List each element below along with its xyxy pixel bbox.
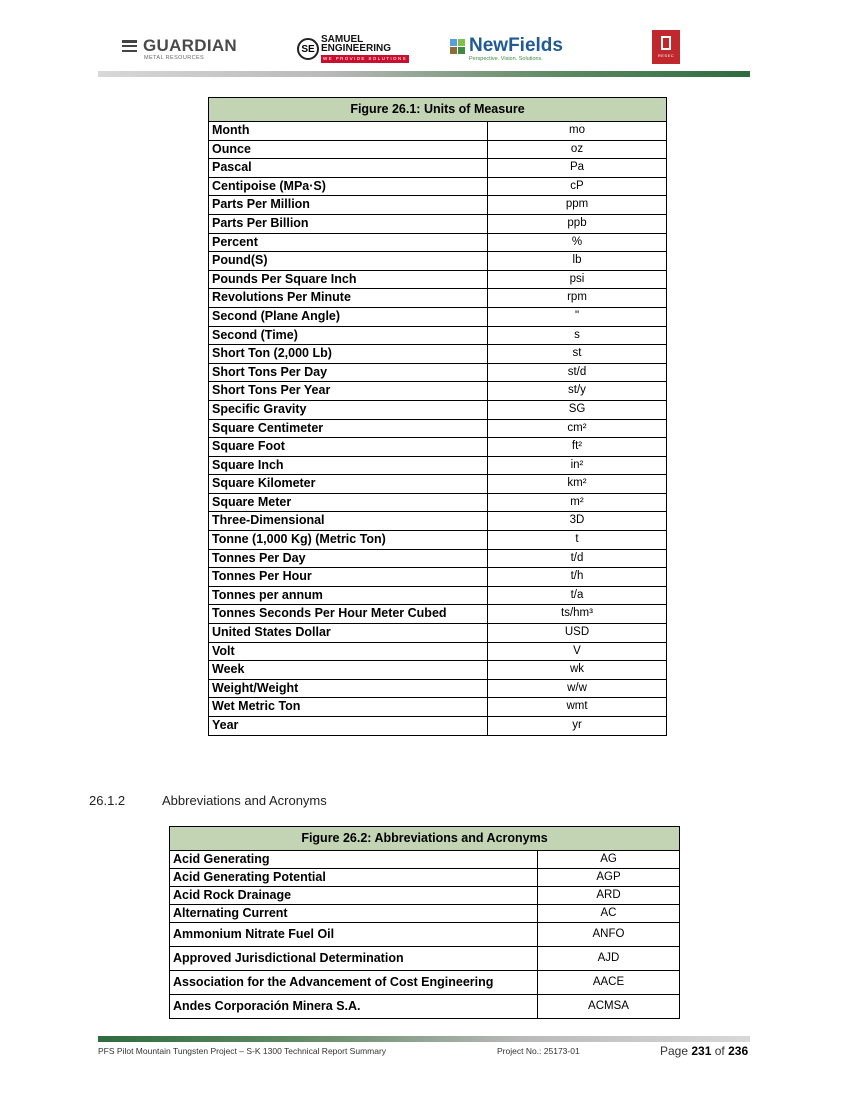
table-row: [209, 140, 667, 159]
term-cell: Ounce: [209, 140, 488, 159]
guardian-logo-text: GUARDIAN: [143, 36, 238, 55]
term-cell: Percent: [209, 233, 488, 252]
newfields-squares-icon: [450, 39, 466, 55]
term-cell: Square Centimeter: [209, 419, 488, 438]
term-cell: Square Meter: [209, 493, 488, 512]
abbreviation-cell: ppm: [488, 196, 667, 215]
section-heading: [89, 793, 327, 808]
term-cell: Short Ton (2,000 Lb): [209, 345, 488, 364]
term-cell: Second (Plane Angle): [209, 307, 488, 326]
guardian-logo: [122, 36, 237, 61]
table-row: [209, 549, 667, 568]
table-row: [209, 177, 667, 196]
table-row: [209, 159, 667, 178]
term-cell: Tonnes Per Day: [209, 549, 488, 568]
term-cell: Specific Gravity: [209, 400, 488, 419]
abbreviation-cell: AGP: [538, 869, 680, 887]
abbreviation-cell: wmt: [488, 698, 667, 717]
se-mark-icon: SE: [297, 38, 319, 60]
table-row: [170, 887, 680, 905]
section-number: 26.1.2: [89, 793, 126, 808]
term-cell: Pascal: [209, 159, 488, 178]
abbreviation-cell: km²: [488, 475, 667, 494]
table-row: [209, 642, 667, 661]
abbreviation-cell: 3D: [488, 512, 667, 531]
term-cell: Acid Rock Drainage: [170, 887, 538, 905]
abbreviation-cell: in²: [488, 456, 667, 475]
newfields-logo-text: NewFields: [469, 35, 563, 56]
guardian-logo-subtitle: METAL RESOURCES: [144, 55, 205, 61]
term-cell: Month: [209, 122, 488, 141]
abbreviations-table: [169, 826, 680, 1019]
term-cell: Approved Jurisdictional Determination: [170, 947, 538, 971]
abbreviation-cell: psi: [488, 270, 667, 289]
abbreviation-cell: t/d: [488, 549, 667, 568]
term-cell: Year: [209, 717, 488, 736]
samuel-logo-line2: ENGINEERING: [321, 43, 392, 54]
abbreviation-cell: AC: [538, 905, 680, 923]
term-cell: Tonnes per annum: [209, 586, 488, 605]
abbreviation-cell: wk: [488, 661, 667, 680]
table-row: [209, 382, 667, 401]
table-row: [209, 624, 667, 643]
footer-project-number: Project No.: 25173-01: [497, 1046, 580, 1056]
table-caption: Figure 26.1: Units of Measure: [209, 98, 667, 122]
abbreviation-cell: mo: [488, 122, 667, 141]
term-cell: Centipoise (MPa·S): [209, 177, 488, 196]
table-row: [209, 438, 667, 457]
term-cell: Revolutions Per Minute: [209, 289, 488, 308]
table-row: [209, 661, 667, 680]
term-cell: Short Tons Per Year: [209, 382, 488, 401]
term-cell: Week: [209, 661, 488, 680]
page-of-word: of: [714, 1044, 725, 1058]
table-caption: Figure 26.2: Abbreviations and Acronyms: [170, 827, 680, 851]
table-row: [170, 923, 680, 947]
table-row: [209, 568, 667, 587]
samuel-engineering-logo: [297, 35, 409, 63]
abbreviation-cell: yr: [488, 717, 667, 736]
abbreviation-cell: V: [488, 642, 667, 661]
footer-page-number: [660, 1044, 748, 1058]
samuel-logo-tagline: WE PROVIDE SOLUTIONS: [323, 56, 408, 61]
table-row: [209, 456, 667, 475]
table-row: [170, 905, 680, 923]
abbreviation-cell: t: [488, 531, 667, 550]
table-row: [209, 270, 667, 289]
abbreviation-cell: ft²: [488, 438, 667, 457]
resec-mark-icon: [661, 36, 671, 50]
table-row: [209, 214, 667, 233]
term-cell: Second (Time): [209, 326, 488, 345]
table-row: [209, 307, 667, 326]
term-cell: Three-Dimensional: [209, 512, 488, 531]
table-row: [209, 122, 667, 141]
term-cell: United States Dollar: [209, 624, 488, 643]
abbreviation-cell: Pa: [488, 159, 667, 178]
abbreviation-cell: rpm: [488, 289, 667, 308]
table-row: [209, 233, 667, 252]
table-row: [209, 698, 667, 717]
abbreviation-cell: t/a: [488, 586, 667, 605]
abbreviation-cell: AG: [538, 851, 680, 869]
term-cell: Association for the Advancement of Cost Engineering: [170, 971, 538, 995]
term-cell: Volt: [209, 642, 488, 661]
abbreviation-cell: cm²: [488, 419, 667, 438]
table-row: [209, 400, 667, 419]
term-cell: Tonnes Seconds Per Hour Meter Cubed: [209, 605, 488, 624]
term-cell: Square Kilometer: [209, 475, 488, 494]
abbreviation-cell: AACE: [538, 971, 680, 995]
abbreviation-cell: st/y: [488, 382, 667, 401]
newfields-logo-tagline: Perspective. Vision. Solutions.: [469, 56, 543, 62]
footer-divider-bar: [98, 1036, 750, 1042]
abbreviation-cell: w/w: [488, 679, 667, 698]
term-cell: Wet Metric Ton: [209, 698, 488, 717]
abbreviation-cell: ppb: [488, 214, 667, 233]
table-row: [209, 196, 667, 215]
newfields-logo: [450, 37, 563, 62]
term-cell: Weight/Weight: [209, 679, 488, 698]
term-cell: Tonne (1,000 Kg) (Metric Ton): [209, 531, 488, 550]
resec-logo: [652, 30, 680, 64]
section-title: Abbreviations and Acronyms: [162, 793, 327, 808]
abbreviation-cell: USD: [488, 624, 667, 643]
term-cell: Square Foot: [209, 438, 488, 457]
table-row: [170, 851, 680, 869]
table-row: [170, 947, 680, 971]
table-row: [209, 586, 667, 605]
term-cell: Tonnes Per Hour: [209, 568, 488, 587]
footer-report-title: PFS Pilot Mountain Tungsten Project – S-K 1300 Technical Report Summary: [98, 1046, 387, 1056]
page-total: 236: [728, 1044, 749, 1058]
table-row: [170, 869, 680, 887]
table-row: [209, 345, 667, 364]
table-row: [209, 252, 667, 271]
term-cell: Alternating Current: [170, 905, 538, 923]
header-divider-bar: [98, 71, 750, 77]
term-cell: Pounds Per Square Inch: [209, 270, 488, 289]
units-of-measure-table: [208, 97, 667, 736]
page-current: 231: [691, 1044, 712, 1058]
abbreviation-cell: %: [488, 233, 667, 252]
abbreviation-cell: st/d: [488, 363, 667, 382]
abbreviation-cell: ACMSA: [538, 995, 680, 1019]
table-row: [209, 512, 667, 531]
table-row: [209, 605, 667, 624]
term-cell: Acid Generating: [170, 851, 538, 869]
table-caption-row: [209, 98, 667, 122]
term-cell: Andes Corporación Minera S.A.: [170, 995, 538, 1019]
term-cell: Ammonium Nitrate Fuel Oil: [170, 923, 538, 947]
term-cell: Short Tons Per Day: [209, 363, 488, 382]
guardian-lines-icon: [122, 40, 137, 52]
abbreviation-cell: t/h: [488, 568, 667, 587]
abbreviation-cell: oz: [488, 140, 667, 159]
term-cell: Acid Generating Potential: [170, 869, 538, 887]
page-header: [0, 0, 849, 80]
table-row: [209, 717, 667, 736]
table-row: [170, 995, 680, 1019]
abbreviation-cell: ARD: [538, 887, 680, 905]
resec-logo-text: RESEC: [657, 53, 675, 58]
abbreviation-cell: ": [488, 307, 667, 326]
abbreviation-cell: cP: [488, 177, 667, 196]
abbreviation-cell: st: [488, 345, 667, 364]
table-row: [209, 363, 667, 382]
samuel-logo-line1: SAMUEL: [321, 34, 364, 45]
term-cell: Parts Per Million: [209, 196, 488, 215]
table-row: [209, 679, 667, 698]
table-row: [209, 289, 667, 308]
abbreviation-cell: SG: [488, 400, 667, 419]
table-row: [209, 531, 667, 550]
abbreviation-cell: AJD: [538, 947, 680, 971]
table-row: [209, 475, 667, 494]
abbreviation-cell: lb: [488, 252, 667, 271]
abbreviation-cell: ANFO: [538, 923, 680, 947]
page-word: Page: [660, 1044, 689, 1058]
abbreviation-cell: m²: [488, 493, 667, 512]
abbreviation-cell: ts/hm³: [488, 605, 667, 624]
table-row: [209, 326, 667, 345]
table-row: [209, 419, 667, 438]
table-row: [209, 493, 667, 512]
table-row: [170, 971, 680, 995]
term-cell: Parts Per Billion: [209, 214, 488, 233]
abbreviation-cell: s: [488, 326, 667, 345]
table-caption-row: [170, 827, 680, 851]
term-cell: Pound(S): [209, 252, 488, 271]
term-cell: Square Inch: [209, 456, 488, 475]
